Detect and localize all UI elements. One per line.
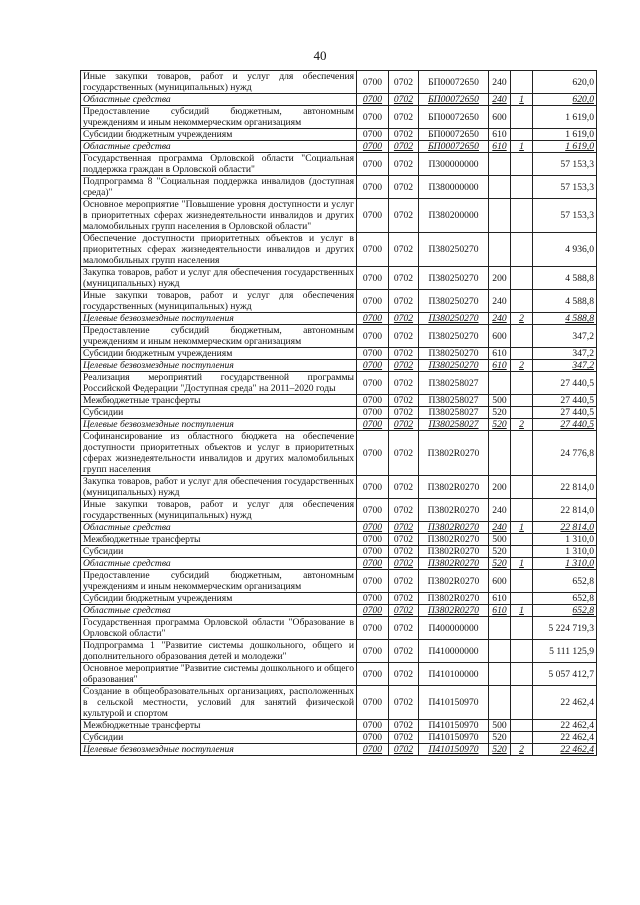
cell-name: Основное мероприятие "Повышение уровня доступности и услуг в приоритетных сферах жизнедеятельности инвалидов и других маломобильных групп населения в Орловской области" xyxy=(81,199,357,233)
cell-expense-type: 240 xyxy=(489,313,511,325)
cell-name: Областные средства xyxy=(81,605,357,617)
cell-funding-source xyxy=(511,233,533,267)
cell-section: 0700 xyxy=(357,153,389,176)
cell-amount: 57 153,3 xyxy=(533,176,597,199)
cell-target-article: БП00072650 xyxy=(419,141,489,153)
cell-subsection: 0702 xyxy=(389,141,419,153)
cell-subsection: 0702 xyxy=(389,617,419,640)
cell-target-article: П410150970 xyxy=(419,686,489,720)
cell-funding-source xyxy=(511,129,533,141)
cell-subsection: 0702 xyxy=(389,732,419,744)
cell-funding-source xyxy=(511,534,533,546)
cell-subsection: 0702 xyxy=(389,419,419,431)
cell-subsection: 0702 xyxy=(389,106,419,129)
table-row xyxy=(81,153,597,176)
page-number: 40 xyxy=(313,48,327,63)
table-row xyxy=(81,720,597,732)
table-row xyxy=(81,129,597,141)
cell-section: 0700 xyxy=(357,290,389,313)
cell-name: Государственная программа Орловской области "Социальная поддержка граждан в Орловской области" xyxy=(81,153,357,176)
cell-subsection: 0702 xyxy=(389,558,419,570)
cell-section: 0700 xyxy=(357,744,389,756)
table-row xyxy=(81,94,597,106)
table-row xyxy=(81,640,597,663)
cell-expense-type: 610 xyxy=(489,129,511,141)
cell-funding-source xyxy=(511,431,533,476)
cell-amount: 1 619,0 xyxy=(533,106,597,129)
table-row xyxy=(81,605,597,617)
cell-amount: 652,8 xyxy=(533,605,597,617)
cell-target-article: БП00072650 xyxy=(419,129,489,141)
cell-amount: 57 153,3 xyxy=(533,153,597,176)
table-row xyxy=(81,476,597,499)
cell-section: 0700 xyxy=(357,720,389,732)
cell-amount: 22 814,0 xyxy=(533,522,597,534)
cell-amount: 1 310,0 xyxy=(533,534,597,546)
cell-section: 0700 xyxy=(357,431,389,476)
cell-amount: 1 310,0 xyxy=(533,558,597,570)
cell-funding-source: 2 xyxy=(511,744,533,756)
cell-section: 0700 xyxy=(357,732,389,744)
cell-subsection: 0702 xyxy=(389,534,419,546)
cell-funding-source xyxy=(511,348,533,360)
cell-amount: 27 440,5 xyxy=(533,419,597,431)
cell-expense-type: 520 xyxy=(489,546,511,558)
cell-amount: 5 224 719,3 xyxy=(533,617,597,640)
cell-expense-type: 520 xyxy=(489,744,511,756)
cell-funding-source xyxy=(511,176,533,199)
cell-target-article: П410100000 xyxy=(419,663,489,686)
cell-expense-type: 240 xyxy=(489,94,511,106)
table-row xyxy=(81,499,597,522)
table-row xyxy=(81,663,597,686)
table-row xyxy=(81,348,597,360)
cell-expense-type: 610 xyxy=(489,141,511,153)
cell-funding-source: 2 xyxy=(511,360,533,372)
cell-name: Подпрограмма 8 "Социальная поддержка инвалидов (доступная среда)" xyxy=(81,176,357,199)
cell-amount: 27 440,5 xyxy=(533,407,597,419)
table-row xyxy=(81,372,597,395)
cell-target-article: П3802R0270 xyxy=(419,476,489,499)
cell-amount: 22 462,4 xyxy=(533,732,597,744)
cell-name: Областные средства xyxy=(81,94,357,106)
cell-target-article: БП00072650 xyxy=(419,106,489,129)
cell-target-article: П3802R0270 xyxy=(419,593,489,605)
cell-section: 0700 xyxy=(357,106,389,129)
cell-subsection: 0702 xyxy=(389,71,419,94)
cell-funding-source xyxy=(511,199,533,233)
cell-name: Субсидии xyxy=(81,546,357,558)
cell-name: Межбюджетные трансферты xyxy=(81,534,357,546)
cell-name: Субсидии бюджетным учреждениям xyxy=(81,593,357,605)
cell-amount: 347,2 xyxy=(533,325,597,348)
cell-section: 0700 xyxy=(357,141,389,153)
cell-funding-source: 1 xyxy=(511,522,533,534)
cell-funding-source xyxy=(511,732,533,744)
cell-subsection: 0702 xyxy=(389,686,419,720)
cell-name: Закупка товаров, работ и услуг для обеспечения государственных (муниципальных) нужд xyxy=(81,476,357,499)
cell-target-article: П380250270 xyxy=(419,360,489,372)
budget-table xyxy=(80,70,597,756)
cell-name: Межбюджетные трансферты xyxy=(81,720,357,732)
cell-subsection: 0702 xyxy=(389,153,419,176)
cell-name: Субсидии xyxy=(81,732,357,744)
cell-funding-source xyxy=(511,325,533,348)
cell-section: 0700 xyxy=(357,233,389,267)
cell-name: Целевые безвозмездные поступления xyxy=(81,313,357,325)
cell-funding-source xyxy=(511,267,533,290)
cell-subsection: 0702 xyxy=(389,290,419,313)
cell-section: 0700 xyxy=(357,558,389,570)
cell-section: 0700 xyxy=(357,686,389,720)
cell-target-article: П380258027 xyxy=(419,419,489,431)
cell-target-article: П3802R0270 xyxy=(419,431,489,476)
cell-name: Целевые безвозмездные поступления xyxy=(81,744,357,756)
cell-amount: 620,0 xyxy=(533,94,597,106)
cell-section: 0700 xyxy=(357,499,389,522)
cell-funding-source xyxy=(511,663,533,686)
cell-funding-source: 2 xyxy=(511,419,533,431)
cell-amount: 1 310,0 xyxy=(533,546,597,558)
cell-expense-type: 500 xyxy=(489,395,511,407)
cell-target-article: П410000000 xyxy=(419,640,489,663)
cell-funding-source: 1 xyxy=(511,605,533,617)
cell-amount: 4 588,8 xyxy=(533,267,597,290)
cell-amount: 4 936,0 xyxy=(533,233,597,267)
cell-funding-source xyxy=(511,499,533,522)
cell-target-article: П3802R0270 xyxy=(419,558,489,570)
cell-section: 0700 xyxy=(357,593,389,605)
cell-expense-type: 610 xyxy=(489,605,511,617)
cell-target-article: П380250270 xyxy=(419,325,489,348)
cell-section: 0700 xyxy=(357,313,389,325)
cell-section: 0700 xyxy=(357,395,389,407)
table-row xyxy=(81,313,597,325)
cell-expense-type: 240 xyxy=(489,499,511,522)
cell-target-article: П3802R0270 xyxy=(419,499,489,522)
cell-expense-type: 600 xyxy=(489,106,511,129)
cell-expense-type xyxy=(489,233,511,267)
cell-expense-type: 240 xyxy=(489,290,511,313)
cell-subsection: 0702 xyxy=(389,499,419,522)
cell-name: Софинансирование из областного бюджета на обеспечение доступности приоритетных объектов и услуг в приоритетных сферах жизнедеятельности инвалидов и других маломобильных групп населения xyxy=(81,431,357,476)
cell-expense-type: 240 xyxy=(489,71,511,94)
cell-expense-type xyxy=(489,640,511,663)
cell-expense-type xyxy=(489,686,511,720)
cell-expense-type: 500 xyxy=(489,720,511,732)
cell-amount: 652,8 xyxy=(533,570,597,593)
table-row xyxy=(81,534,597,546)
cell-name: Предоставление субсидий бюджетным, автономным учреждениям и иным некоммерческим организациям xyxy=(81,106,357,129)
cell-amount: 5 057 412,7 xyxy=(533,663,597,686)
cell-subsection: 0702 xyxy=(389,94,419,106)
table-row xyxy=(81,546,597,558)
cell-funding-source xyxy=(511,593,533,605)
cell-expense-type xyxy=(489,617,511,640)
cell-expense-type xyxy=(489,176,511,199)
cell-target-article: П380258027 xyxy=(419,407,489,419)
cell-funding-source xyxy=(511,640,533,663)
cell-expense-type: 520 xyxy=(489,419,511,431)
cell-section: 0700 xyxy=(357,176,389,199)
cell-funding-source xyxy=(511,686,533,720)
cell-amount: 347,2 xyxy=(533,360,597,372)
cell-subsection: 0702 xyxy=(389,395,419,407)
cell-funding-source: 1 xyxy=(511,141,533,153)
table-row xyxy=(81,199,597,233)
cell-expense-type: 520 xyxy=(489,558,511,570)
cell-funding-source xyxy=(511,476,533,499)
cell-target-article: П380250270 xyxy=(419,267,489,290)
cell-section: 0700 xyxy=(357,129,389,141)
cell-subsection: 0702 xyxy=(389,605,419,617)
cell-section: 0700 xyxy=(357,522,389,534)
table-row xyxy=(81,141,597,153)
table-row xyxy=(81,290,597,313)
cell-amount: 4 588,8 xyxy=(533,290,597,313)
cell-amount: 22 462,4 xyxy=(533,744,597,756)
cell-target-article: П380200000 xyxy=(419,199,489,233)
cell-funding-source xyxy=(511,546,533,558)
cell-amount: 22 462,4 xyxy=(533,686,597,720)
cell-section: 0700 xyxy=(357,476,389,499)
cell-name: Областные средства xyxy=(81,558,357,570)
cell-section: 0700 xyxy=(357,663,389,686)
cell-section: 0700 xyxy=(357,360,389,372)
table-row xyxy=(81,570,597,593)
cell-name: Реализация мероприятий государственной программы Российской Федерации "Доступная среда" на 2011–2020 годы xyxy=(81,372,357,395)
cell-amount: 22 462,4 xyxy=(533,720,597,732)
cell-target-article: П410150970 xyxy=(419,744,489,756)
cell-target-article: БП00072650 xyxy=(419,71,489,94)
cell-name: Государственная программа Орловской области "Образование в Орловской области" xyxy=(81,617,357,640)
cell-amount: 22 814,0 xyxy=(533,499,597,522)
cell-expense-type: 520 xyxy=(489,407,511,419)
cell-target-article: П380250270 xyxy=(419,290,489,313)
cell-funding-source xyxy=(511,290,533,313)
cell-funding-source xyxy=(511,153,533,176)
cell-name: Субсидии бюджетным учреждениям xyxy=(81,348,357,360)
cell-expense-type: 240 xyxy=(489,522,511,534)
cell-funding-source: 2 xyxy=(511,313,533,325)
cell-section: 0700 xyxy=(357,199,389,233)
cell-expense-type xyxy=(489,199,511,233)
cell-subsection: 0702 xyxy=(389,431,419,476)
cell-section: 0700 xyxy=(357,546,389,558)
table-row xyxy=(81,267,597,290)
cell-section: 0700 xyxy=(357,617,389,640)
table-row xyxy=(81,744,597,756)
cell-name: Предоставление субсидий бюджетным, автономным учреждениям и иным некоммерческим организациям xyxy=(81,325,357,348)
cell-amount: 27 440,5 xyxy=(533,372,597,395)
cell-funding-source xyxy=(511,570,533,593)
cell-subsection: 0702 xyxy=(389,313,419,325)
cell-target-article: П300000000 xyxy=(419,153,489,176)
cell-target-article: П3802R0270 xyxy=(419,534,489,546)
table-row xyxy=(81,360,597,372)
cell-funding-source xyxy=(511,617,533,640)
cell-name: Областные средства xyxy=(81,522,357,534)
cell-name: Подпрограмма 1 "Развитие системы дошкольного, общего и дополнительного образования детей и молодежи" xyxy=(81,640,357,663)
cell-subsection: 0702 xyxy=(389,476,419,499)
table-row xyxy=(81,176,597,199)
cell-subsection: 0702 xyxy=(389,570,419,593)
cell-expense-type xyxy=(489,663,511,686)
cell-subsection: 0702 xyxy=(389,522,419,534)
table-row xyxy=(81,325,597,348)
cell-target-article: П3802R0270 xyxy=(419,570,489,593)
table-row xyxy=(81,686,597,720)
cell-expense-type: 600 xyxy=(489,325,511,348)
cell-target-article: П380250270 xyxy=(419,348,489,360)
cell-name: Иные закупки товаров, работ и услуг для обеспечения государственных (муниципальных) нужд xyxy=(81,290,357,313)
table-row xyxy=(81,419,597,431)
table-row xyxy=(81,407,597,419)
cell-name: Субсидии xyxy=(81,407,357,419)
cell-expense-type xyxy=(489,153,511,176)
cell-name: Иные закупки товаров, работ и услуг для обеспечения государственных (муниципальных) нужд xyxy=(81,499,357,522)
table-row xyxy=(81,522,597,534)
cell-target-article: П380250270 xyxy=(419,313,489,325)
cell-name: Целевые безвозмездные поступления xyxy=(81,419,357,431)
cell-target-article: П380258027 xyxy=(419,372,489,395)
cell-amount: 27 440,5 xyxy=(533,395,597,407)
cell-target-article: П410150970 xyxy=(419,732,489,744)
table-row xyxy=(81,233,597,267)
cell-subsection: 0702 xyxy=(389,744,419,756)
cell-subsection: 0702 xyxy=(389,640,419,663)
cell-section: 0700 xyxy=(357,71,389,94)
cell-section: 0700 xyxy=(357,419,389,431)
cell-expense-type: 200 xyxy=(489,267,511,290)
table-row xyxy=(81,617,597,640)
cell-name: Иные закупки товаров, работ и услуг для обеспечения государственных (муниципальных) нужд xyxy=(81,71,357,94)
cell-subsection: 0702 xyxy=(389,325,419,348)
cell-amount: 4 588,8 xyxy=(533,313,597,325)
cell-funding-source xyxy=(511,395,533,407)
cell-funding-source xyxy=(511,720,533,732)
cell-subsection: 0702 xyxy=(389,720,419,732)
cell-section: 0700 xyxy=(357,325,389,348)
cell-section: 0700 xyxy=(357,267,389,290)
table-row xyxy=(81,732,597,744)
cell-section: 0700 xyxy=(357,372,389,395)
cell-expense-type: 610 xyxy=(489,360,511,372)
cell-expense-type: 610 xyxy=(489,593,511,605)
cell-funding-source xyxy=(511,407,533,419)
table-row xyxy=(81,558,597,570)
cell-amount: 57 153,3 xyxy=(533,199,597,233)
cell-amount: 1 619,0 xyxy=(533,129,597,141)
cell-amount: 5 111 125,9 xyxy=(533,640,597,663)
cell-section: 0700 xyxy=(357,605,389,617)
cell-amount: 652,8 xyxy=(533,593,597,605)
cell-section: 0700 xyxy=(357,94,389,106)
cell-target-article: П3802R0270 xyxy=(419,605,489,617)
cell-expense-type xyxy=(489,431,511,476)
cell-subsection: 0702 xyxy=(389,407,419,419)
cell-amount: 22 814,0 xyxy=(533,476,597,499)
cell-target-article: П380000000 xyxy=(419,176,489,199)
cell-amount: 347,2 xyxy=(533,348,597,360)
cell-target-article: П410150970 xyxy=(419,720,489,732)
cell-section: 0700 xyxy=(357,407,389,419)
cell-funding-source: 1 xyxy=(511,94,533,106)
cell-target-article: П3802R0270 xyxy=(419,522,489,534)
cell-subsection: 0702 xyxy=(389,199,419,233)
cell-subsection: 0702 xyxy=(389,372,419,395)
cell-expense-type: 200 xyxy=(489,476,511,499)
cell-subsection: 0702 xyxy=(389,593,419,605)
cell-name: Межбюджетные трансферты xyxy=(81,395,357,407)
cell-name: Целевые безвозмездные поступления xyxy=(81,360,357,372)
cell-name: Обеспечение доступности приоритетных объектов и услуг в приоритетных сферах жизнедеятельности инвалидов и других маломобильных групп населения xyxy=(81,233,357,267)
cell-section: 0700 xyxy=(357,640,389,663)
cell-name: Субсидии бюджетным учреждениям xyxy=(81,129,357,141)
cell-target-article: П400000000 xyxy=(419,617,489,640)
cell-expense-type: 520 xyxy=(489,732,511,744)
table-row xyxy=(81,431,597,476)
cell-funding-source xyxy=(511,372,533,395)
cell-target-article: П380258027 xyxy=(419,395,489,407)
table-row xyxy=(81,106,597,129)
cell-expense-type: 610 xyxy=(489,348,511,360)
cell-expense-type: 500 xyxy=(489,534,511,546)
cell-subsection: 0702 xyxy=(389,360,419,372)
cell-name: Предоставление субсидий бюджетным, автономным учреждениям и иным некоммерческим организациям xyxy=(81,570,357,593)
cell-subsection: 0702 xyxy=(389,663,419,686)
cell-section: 0700 xyxy=(357,534,389,546)
cell-subsection: 0702 xyxy=(389,348,419,360)
cell-subsection: 0702 xyxy=(389,176,419,199)
cell-amount: 620,0 xyxy=(533,71,597,94)
cell-name: Закупка товаров, работ и услуг для обеспечения государственных (муниципальных) нужд xyxy=(81,267,357,290)
table-row xyxy=(81,71,597,94)
cell-expense-type: 600 xyxy=(489,570,511,593)
table-row xyxy=(81,395,597,407)
cell-amount: 1 619,0 xyxy=(533,141,597,153)
cell-funding-source: 1 xyxy=(511,558,533,570)
cell-target-article: БП00072650 xyxy=(419,94,489,106)
cell-funding-source xyxy=(511,71,533,94)
table-row xyxy=(81,593,597,605)
cell-name: Областные средства xyxy=(81,141,357,153)
cell-subsection: 0702 xyxy=(389,546,419,558)
cell-section: 0700 xyxy=(357,348,389,360)
cell-subsection: 0702 xyxy=(389,267,419,290)
cell-target-article: П380250270 xyxy=(419,233,489,267)
cell-subsection: 0702 xyxy=(389,129,419,141)
cell-funding-source xyxy=(511,106,533,129)
cell-name: Создание в общеобразовательных организациях, расположенных в сельской местности, условий для занятий физической культурой и спортом xyxy=(81,686,357,720)
cell-target-article: П3802R0270 xyxy=(419,546,489,558)
cell-amount: 24 776,8 xyxy=(533,431,597,476)
cell-expense-type xyxy=(489,372,511,395)
cell-name: Основное мероприятие "Развитие системы дошкольного и общего образования" xyxy=(81,663,357,686)
cell-subsection: 0702 xyxy=(389,233,419,267)
cell-section: 0700 xyxy=(357,570,389,593)
